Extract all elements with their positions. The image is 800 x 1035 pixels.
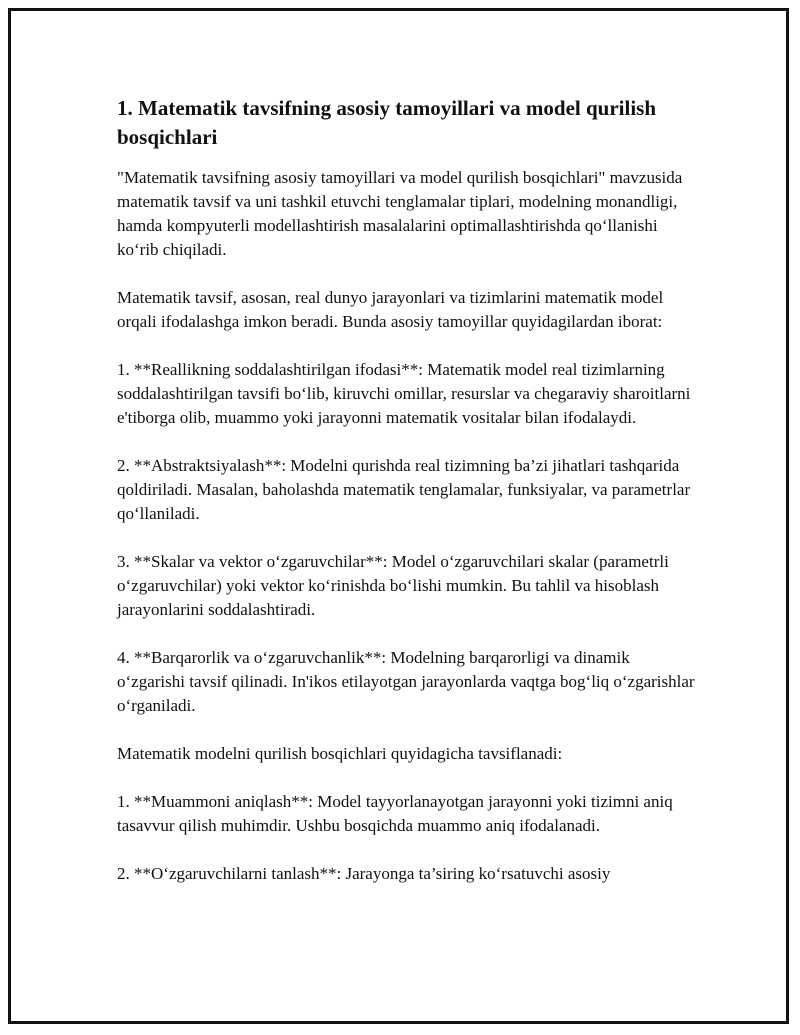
paragraph-principle-1: 1. **Reallikning soddalashtirilgan ifodasi**: Matematik model real tizimlarning soddalashtirilgan tavsifi bo‘lib, kiruvchi omillar, resurslar va chegaraviy sharoitlarni e'tiborga olib, muammo yoki jarayonni matematik vositalar bilan ifodalaydi. <box>117 360 691 427</box>
paragraph-stage-1: 1. **Muammoni aniqlash**: Model tayyorlanayotgan jarayonni yoki tizimni aniq tasavvur qilish muhimdir. Ushbu bosqichda muammo aniq ifodalanadi. <box>117 792 673 835</box>
paragraph-principle-2: 2. **Abstraktsiyalash**: Modelni qurishda real tizimning ba’zi jihatlari tashqarida qoldiriladi. Masalan, baholashda matematik tenglamalar, funksiyalar, va parametrlar qo‘llaniladi. <box>117 456 691 523</box>
paragraph-stages-lead: Matematik modelni qurilish bosqichlari quyidagicha tavsiflanadi: <box>117 744 563 763</box>
paragraph-intro: "Matematik tavsifning asosiy tamoyillari va model qurilish bosqichlari" mavzusida matematik tavsif va uni tashkil etuvchi tenglamalar tiplari, modelning monandligi, hamda kompyuterli modellashtirish masalalarini optimallashtirishda qo‘llanishi ko‘rib chiqiladi. <box>117 168 683 259</box>
paragraph-principle-3: 3. **Skalar va vektor o‘zgaruvchilar**: Model o‘zgaruvchilari skalar (parametrli o‘zgaruvchilar) yoki vektor ko‘rinishda bo‘lishi mumkin. Bu tahlil va hisoblash jarayonlarini soddalashtiradi. <box>117 552 669 619</box>
paragraph-principle-4: 4. **Barqarorlik va o‘zgaruvchanlik**: Modelning barqarorligi va dinamik o‘zgarishi tavsif qilinadi. In'ikos etilayotgan jarayonlarda vaqtga bog‘liq o‘zgarishlar o‘rganiladi. <box>117 648 695 715</box>
paragraph-stage-2: 2. **O‘zgaruvchilarni tanlash**: Jarayonga ta’siring ko‘rsatuvchi asosiy <box>117 864 611 883</box>
paragraph-principles-lead: Matematik tavsif, asosan, real dunyo jarayonlari va tizimlarini matematik model orqali ifodalashga imkon beradi. Bunda asosiy tamoyillar quyidagilardan iborat: <box>117 288 664 331</box>
document-title: 1. Matematik tavsifning asosiy tamoyillari va model qurilish bosqichlari <box>117 96 657 149</box>
document-body <box>117 94 699 886</box>
